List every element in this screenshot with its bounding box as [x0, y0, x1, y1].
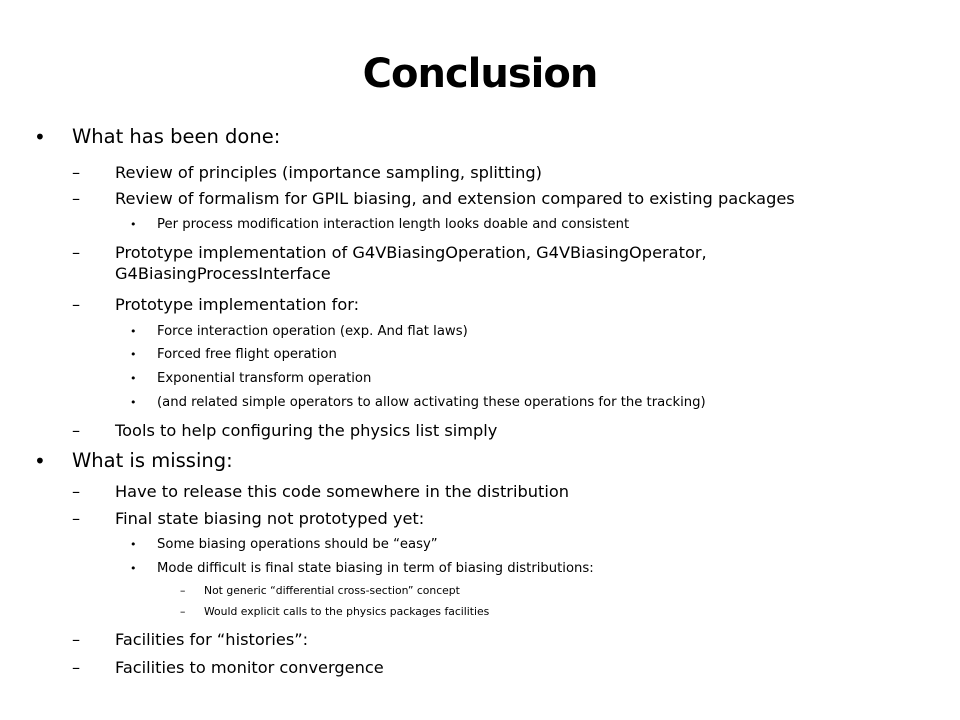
- dash-marker: –: [72, 163, 81, 182]
- detail-text: Mode difficult is final state biasing in term of biasing distributions:: [157, 561, 594, 576]
- dash-marker: –: [72, 243, 81, 262]
- detail-text: Force interaction operation (exp. And flat laws): [157, 324, 468, 339]
- bullet-marker: •: [34, 125, 46, 149]
- bullet-marker: •: [130, 325, 137, 338]
- dash-marker: –: [180, 584, 186, 597]
- sub-item-text: Prototype implementation for:: [115, 295, 360, 314]
- detail-text: Exponential transform operation: [157, 371, 372, 386]
- sub-item-text: Facilities for “histories”:: [115, 630, 309, 649]
- detail-text: Forced free flight operation: [157, 347, 337, 362]
- dash-marker: –: [72, 295, 81, 314]
- sub-item-text: Prototype implementation of G4VBiasingOperation, G4VBiasingOperator,: [115, 243, 707, 262]
- sub-item-text: Final state biasing not prototyped yet:: [115, 509, 425, 528]
- slide-title: Conclusion: [362, 51, 598, 97]
- sub-item-text: Review of principles (importance sampling, splitting): [115, 163, 542, 182]
- dash-marker: –: [72, 482, 81, 501]
- sub-item-text: Facilities to monitor convergence: [115, 658, 384, 677]
- sub-detail-text: Not generic “differential cross-section” concept: [204, 584, 460, 597]
- dash-marker: –: [72, 630, 81, 649]
- bullet-text: What has been done:: [72, 125, 281, 148]
- bullet-text: What is missing:: [72, 449, 233, 472]
- detail-text: (and related simple operators to allow activating these operations for the tracking): [157, 395, 706, 410]
- detail-text: Some biasing operations should be “easy”: [157, 537, 438, 552]
- sub-detail-text: Would explicit calls to the physics packages facilities: [204, 605, 490, 618]
- sub-item-text: Tools to help configuring the physics list simply: [115, 421, 498, 440]
- dash-marker: –: [72, 189, 81, 208]
- dash-marker: –: [72, 509, 81, 528]
- detail-text: Per process modification interaction length looks doable and consistent: [157, 217, 630, 232]
- bullet-marker: •: [130, 396, 137, 409]
- bullet-marker: •: [130, 562, 137, 575]
- dash-marker: –: [72, 421, 81, 440]
- sub-item-text: G4BiasingProcessInterface: [115, 264, 331, 283]
- dash-marker: –: [72, 658, 81, 677]
- sub-item-text: Review of formalism for GPIL biasing, and extension compared to existing packages: [115, 189, 795, 208]
- bullet-marker: •: [130, 348, 137, 361]
- bullet-marker: •: [130, 372, 137, 385]
- bullet-marker: •: [34, 449, 46, 473]
- bullet-marker: •: [130, 218, 137, 231]
- dash-marker: –: [180, 605, 186, 618]
- sub-item-text: Have to release this code somewhere in the distribution: [115, 482, 570, 501]
- bullet-marker: •: [130, 538, 137, 551]
